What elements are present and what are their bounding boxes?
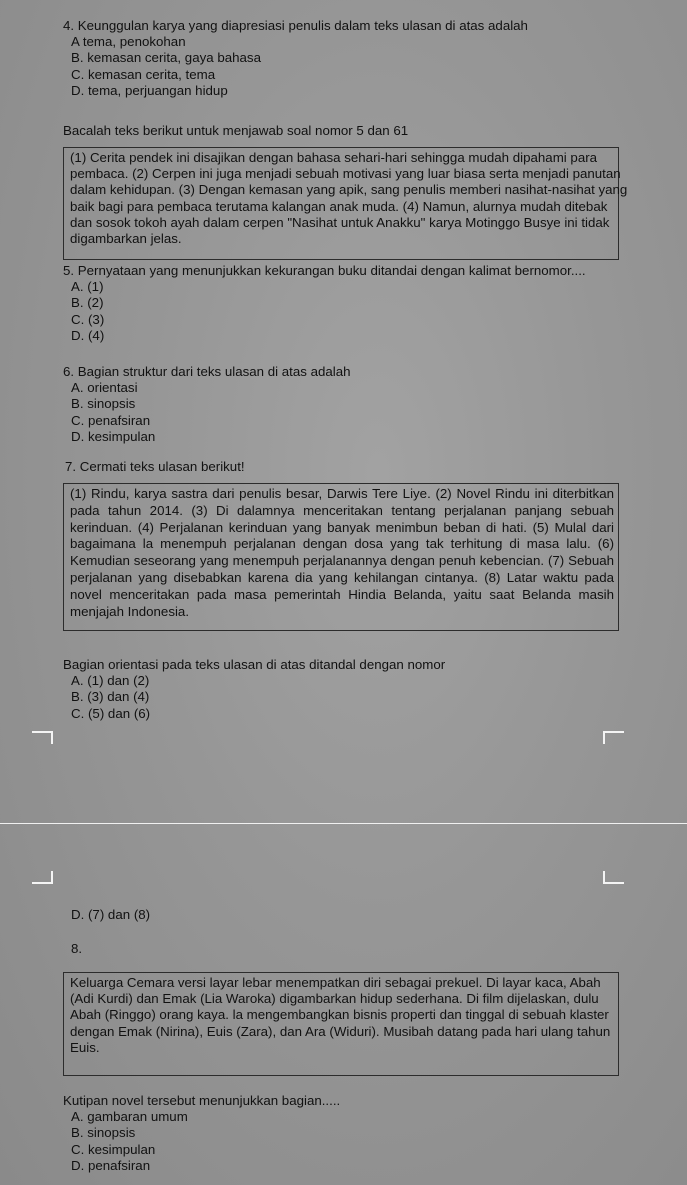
passage-1-line: pembaca. (2) Cerpen ini juga menjadi sebuah motivasi yang luar biasa serta menjadi panutan [70,166,621,182]
question-5-text: 5. Pernyataan yang menunjukkan kekurangan buku ditandai dengan kalimat bernomor.... [63,263,586,278]
q6-option-a[interactable]: A. orientasi [71,380,138,396]
passage-1-line: dalam kehidupan. (3) Dengan kemasan yang apik, sang penulis memberi nasihat-nasihat yang [70,182,628,198]
q8-option-d[interactable]: D. penafsiran [71,1157,151,1173]
q4-option-a[interactable]: A tema, penokohan [71,34,186,50]
q6-option-c[interactable]: C. penafsiran [71,412,151,428]
crop-mark-bottom-left [32,871,53,884]
passage-1-line: dan sosok tokoh ayah dalam cerpen "Nasihat untuk Anakku" karya Motinggo Busye ini tidak [70,214,610,230]
question-4 [63,18,528,99]
q7-option-a[interactable]: A. (1) dan (2) [71,673,150,689]
question-8-number: 8. [71,941,83,956]
crop-mark-bottom-right [603,871,624,884]
q4-option-d[interactable]: D. tema, perjuangan hidup [71,82,228,98]
page-divider [0,823,687,824]
passage-3-line: (Adi Kurdi) dan Emak (Lia Waroka) digambarkan hidup sederhana. Di film dijelaskan, dulu [70,991,599,1007]
passage-1-line: (1) Cerita pendek ini disajikan dengan bahasa sehari-hari sehingga mudah dipahami para [70,150,598,165]
q6-option-b[interactable]: B. sinopsis [71,396,136,412]
question-7-prompt: Bagian orientasi pada teks ulasan di atas ditandal dengan nomor [63,657,446,672]
passage-1-line: baik bagi para pembaca terutama kalangan anak muda. (4) Namun, alurnya mudah ditebak [70,198,608,214]
q8-option-c[interactable]: C. kesimpulan [71,1141,156,1157]
passage-1-line: digambarkan jelas. [70,231,182,247]
passage-3-box [63,972,619,1076]
question-6 [63,364,351,445]
q7-option-d[interactable]: D. (7) dan (8) [71,907,151,922]
passage-3-line: Keluarga Cemara versi layar lebar menempatkan diri sebagai prekuel. Di layar kaca, Abah [70,975,601,990]
question-7-text: 7. Cermati teks ulasan berikut! [65,459,245,474]
question-8 [63,1093,340,1174]
q4-option-b[interactable]: B. kemasan cerita, gaya bahasa [71,50,261,66]
passage-3-line: Euis. [70,1039,100,1055]
crop-mark-top-right [603,731,624,744]
q4-option-c[interactable]: C. kemasan cerita, tema [71,66,216,82]
passage-3-line: dengan Emak (Nirina), Euis (Zara), dan Ara (Widuri). Musibah datang pada hari ulang tahun [70,1023,611,1039]
passage-3-line: Abah (Ringgo) orang kaya. la mengembangkan bisnis properti dan tinggal di sebuah klaster [70,1007,609,1023]
question-6-text: 6. Bagian struktur dari teks ulasan di atas adalah [63,364,351,379]
question-8-text: Kutipan novel tersebut menunjukkan bagian..... [63,1093,341,1108]
q6-option-d[interactable]: D. kesimpulan [71,428,156,444]
q5-option-a[interactable]: A. (1) [71,279,104,295]
q7-option-b[interactable]: B. (3) dan (4) [71,689,150,705]
q5-option-c[interactable]: C. (3) [71,311,105,327]
question-7-prompt-block [63,657,445,722]
q8-option-a[interactable]: A. gambaran umum [71,1109,188,1125]
q7-option-c[interactable]: C. (5) dan (6) [71,705,151,721]
q5-option-d[interactable]: D. (4) [71,327,105,343]
question-5 [63,263,586,344]
q5-option-b[interactable]: B. (2) [71,295,104,311]
passage-2-box [63,483,619,631]
question-4-text: 4. Keunggulan karya yang diapresiasi penulis dalam teks ulasan di atas adalah [63,18,528,33]
crop-mark-top-left [32,731,53,744]
passage-1-box [63,147,628,260]
instruction-text: Bacalah teks berikut untuk menjawab soal nomor 5 dan 61 [63,123,409,138]
passage-2-text: (1) Rindu, karya sastra dari penulis besar, Darwis Tere Liye. (2) Novel Rindu ini diterbitkan pada tahun 2014. (3) Di dalamnya menceritakan tentang perjalanan panjang sebuah kerinduan. (4) Perjalanan kerinduan yang banyak menimbun beban di hati. (5) Mulal dari bagaimana la menempuh perjalanan dengan dosa yang tak terhitung di masa lalu. (6) Kemudian seseorang yang menempuh perjalanannya dengan penuh kebencian. (7) Sebuah perjalanan yang disebabkan karena dia yang kehilangan cintanya. (8) Latar waktu pada novel menceritakan pada masa pemerintah Hindia Belanda, yaitu saat Belanda masih menjajah Indonesia. [70,486,614,619]
q8-option-b[interactable]: B. sinopsis [71,1125,136,1141]
